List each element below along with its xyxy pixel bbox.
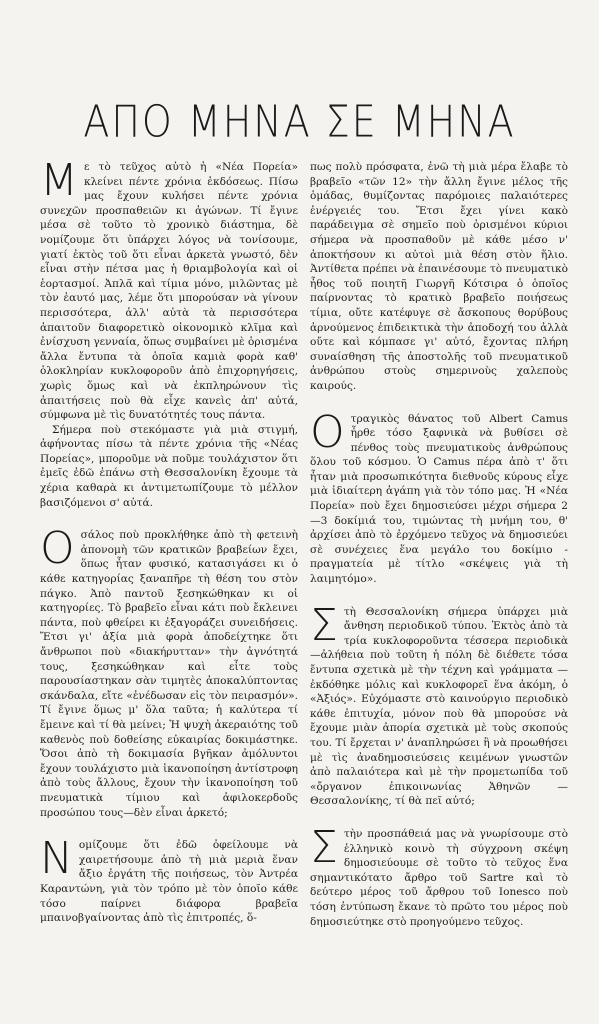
article-camus [310, 406, 568, 587]
drop-cap: Σ [310, 821, 338, 873]
drop-cap: Σ [310, 599, 338, 651]
paragraph: σάλος ποὺ προκλήθηκε ἀπὸ τὴ φετεινὴ ἀπονομὴ τῶν κρατικῶν βραβείων ἔχει, ὅπως ἦταν φυσικό, κατασιγάσει κι ὁ κάθε κατηγορίας ξαναπῆρε τὴ θέση του στὸν πάγκο. Ἀπὸ παντοῦ ξεσηκώθηκαν κι οἱ κατηγορίες. Τὸ βραβεῖο εἶναι κάτι ποὺ ἔκλεινει πάντα, ποὺ φθείρει κι ἐξαγοράζει συνειδήσεις. Ἔτσι γι' ἀξία μιὰ φορὰ ἀποδείχτηκε ὅτι ἄνθρωποι ποὺ «διακήρυτταν» τὴν ἀγνότητά τους, ξεσηκώθηκαν καὶ εἶτε τοὺς παρουσίαστηκαν σὰν τιμητὲς ἀποκαλύπτοντας σκάνδαλα, εἴτε «ἐνέδωσαν εἰς τὸν πειρασμόν». Τί ἔγινε ὅμως μ' ὅλα ταῦτα; ἡ καλύτερα τί ἔμεινε καὶ τί θὰ μείνει; Ἡ ψυχὴ ἀκεραιότης τοῦ καθενὸς ποὺ δοθείσης εὐκαιρίας δοκιμάστηκε. Ὅσοι ἀπὸ τὴ δοκιμασία βγῆκαν ἀμόλυντοι ἔχουν τουλάχιστο μιὰ ἱκανοποίηση ἀντίστροφη ἀπὸ τοὺς ἄλλους, ἔχουν τὴν ἱκανοποίηση τοῦ πνευματικὰ τίμιου καὶ ἀφιλοκερδοῦς προσώπου τους—δὲν εἶναι ἀρκετό; [40, 529, 298, 819]
drop-cap: Ο [310, 406, 345, 458]
paragraph: τὴ Θεσσαλονίκη σήμερα ὑπάρχει μιὰ ἄνθηση περιοδικοῦ τύπου. Ἐκτὸς ἀπὸ τὰ τρία κυκλοφοροῦντα τέσσερα περιοδικὰ—ἀλήθεια ποὺ τοῦτη ἡ πόλη δὲ διέθετε τόσα ἔντυπα σχετικὰ μὲ τὴν τέχνη καὶ γράμματα — ἐκδόθηκε μόλις καὶ κυκλοφορεῖ ἕνα ἀκόμη, ὁ «Ἀξιός». Εὐχόμαστε στὸ καινούργιο περιοδικὸ κάθε ἐπιτυχία, μόνον ποὺ θὰ μπορούσε νὰ ἔχουμε μιὰν ἀπορία σχετικὰ μὲ τοὺς σκοπούς του. Τί ἔρχεται ν' ἀναπληρώσει ἢ νὰ προωθήσει μὲ τὶς ἀναδημοσιεύσεις κειμένων γνωστῶν ἀπὸ παλαιότερα καὶ μὲ τὴν προμετωπίδα τοῦ «ὄργανον ἐπικοινωνίας Ἀθηνῶν — Θεσσαλονίκης, τί θὰ πεῖ αὐτό; [310, 605, 568, 808]
drop-cap: Ο [40, 523, 75, 575]
left-column [40, 155, 298, 926]
article-karantonis [40, 833, 298, 926]
article-sartre-ionesco [310, 821, 568, 929]
article-karantonis-continued [310, 160, 568, 394]
paragraph: ε τὸ τεῦχος αὐτὸ ἡ «Νέα Πορεία» κλείνει πέντε χρόνια ἐκδόσεως. Πίσω μας ἔχουν κυλήσει πέντε χρόνια συνεχῶν προσπαθειῶν κι ἀγώνων. Τί ἔγινε μέσα σὲ τοῦτο τὸ χρονικὸ διάστημα, δὲ νομίζουμε ὅτι ὑπάρχει λόγος νὰ τονίσουμε, γιατί ἐκτὸς τοῦ ὅτι εἶναι ἀρκετὰ γνωστό, δὲν εἶναι στὴν πέτσα μας ἡ θριαμβολογία καὶ οἱ ἑορτασμοί. Ἀπλᾶ καὶ τίμια μόνο, μιλῶντας μὲ τὸν ἑαυτό μας, λέμε ὅτι μπορούσαν νὰ γίνουν περισσότερα, ἀλλ' αὐτὰ τὰ περισσότερα ἀπαιτοῦν διαφορετικὸ οἰκονομικὸ κλῖμα καὶ ἐνίσχυση γενναία, ὅπως συμβαίνει μὲ ὁρισμένα ἄλλα ἔντυπα τὰ ὁποῖα καμιὰ φορὰ καθ' ὁλοκληρίαν κυκλοφοροῦν ἀπὸ ἐπιχορηγήσεις, χωρὶς ὅμως καὶ νὰ ἐκπληρώνουν τὶς ἀπαιτήσεις ποὺ θὰ εἶχε κανεὶς ἀπ' αὐτά, σύμφωνα μὲ τὶς δυνατότητές τους πάντα. [40, 161, 298, 422]
paragraph: τὴν προσπάθειά μας νὰ γνωρίσουμε στὸ ἑλληνικὸ κοινὸ τὴ σύγχρονη σκέψη δημοσιεύουμε σὲ τοῦτο τὸ τεῦχος ἕνα σημαντικότατο ἄρθρο τοῦ Sartre καὶ τὸ δεύτερο μέρος τοῦ ἄρθρου τοῦ Ionesco ποὺ τόση ἐντύπωση ἔκανε τὸ πρῶτο του μέρος ποὺ δημοσιεύτηκε στὸ προηγούμενο τεῦχος. [310, 827, 568, 928]
drop-cap: Μ [40, 155, 78, 206]
paragraph: τραγικὸς θάνατος τοῦ Albert Camus ἦρθε τόσο ξαφνικὰ νὰ βυθίσει σὲ πένθος τοὺς πνευματικοὺς ἀνθρώπους ὅλου τοῦ κόσμου. Ὁ Camus πέρα ἀπὸ τ' ὅτι ἦταν μιὰ προσωπικότητα διεθνοῦς κύρους εἶχε μιὰ ἰδιαίτερη ἀγάπη γιὰ τὸν τόπο μας. Ἡ «Νέα Πορεία» ποὺ ἔχει δημοσιεύσει μέχρι σήμερα 2—3 δοκίμιά του, τιμώντας τὴ μνήμη του, θ' ἀρχίσει ἀπὸ τὸ ἐρχόμενο τεῦχος νὰ δημοσιεύει σὲ συνέχειες ἕνα μεγάλο του δοκίμιο - πραγματεία μὲ τίτλο «σκέψεις γιὰ τὴ λαιμητόμο». [310, 412, 568, 586]
article-fifth-anniversary [40, 155, 298, 510]
right-column [310, 160, 568, 929]
paragraph: ομίζουμε ὅτι ἐδῶ ὀφείλουμε νὰ χαιρετήσουμε ἀπὸ τὴ μιὰ μεριὰ ἕναν ἄξιο ἐργάτη τῆς ποιήσεως, τὸν Ἀντρέα Καραντώνη, γιὰ τὸν τρόπο μὲ τὸν ὁποῖο κάθε τόσο παίρνει διάφορα βραβεῖα μπαινοβγαίνοντας ἀπὸ τὶς ἐπιτροπές, ὅ- [40, 839, 298, 925]
drop-cap: Ν [40, 833, 73, 885]
paragraph: Σήμερα ποὺ στεκόμαστε γιὰ μιὰ στιγμή, ἀφήνοντας πίσω τὰ πέντε χρόνια τῆς «Νέας Πορείας», μποροῦμε νὰ ποῦμε τουλάχιστον ὅτι ἐμεῖς ἐδῶ ἐπάνω στὴ Θεσσαλονίκη ἔχουμε τὰ χέρια καθαρὰ κι ἀντιμετωπίζουμε τὸ μέλλον βασιζόμενοι σ' αὐτά. [40, 423, 298, 509]
page-title: ΑΠΟ ΜΗΝΑ ΣΕ ΜΗΝΑ [83, 96, 516, 147]
article-state-awards [40, 523, 298, 820]
paragraph: πως πολὺ πρόσφατα, ἐνῶ τὴ μιὰ μέρα ἔλαβε τὸ βραβεῖο «τῶν 12» τὴν ἄλλη ἔγινε μέλος τῆς ὁμάδας, θυμίζοντας παρόμοιες παλαιότερες ἐνέργειές του. Ἔτσι ἔχει γίνει κακὸ παράδειγμα σὲ σημεῖο ποὺ ὁρισμένοι κύριοι σήμερα νὰ προσπαθοῦν μὲ κάθε μέσο ν' ἀποκτήσουν κι αὐτοὶ μιὰ θέση στὸν ἥλιο. Ἀντίθετα πρέπει νὰ ἐπαινέσουμε τὸ πνευματικὸ ἦθος τοῦ ποιητῆ Γιωργῆ Κότσιρα ὁ ὁποῖος παίρνοντας τὸ κρατικὸ βραβεῖο ποιήσεως τίμια, οὔτε κατέφυγε σὲ ἄσκοπους θορύβους ἀρνούμενος ἐπιδεικτικὰ τὴν ἀποδοχή του ἀλλὰ οὔτε καὶ κόμπασε γι' αὐτό, ἔχοντας πλήρη συναίσθηση τῆς ἀποστολῆς τοῦ πνευματικοῦ ἀνθρώπου στοὺς σημερινοὺς χαλεποὺς καιρούς. [310, 161, 568, 392]
article-thessaloniki-periodicals [310, 599, 568, 809]
